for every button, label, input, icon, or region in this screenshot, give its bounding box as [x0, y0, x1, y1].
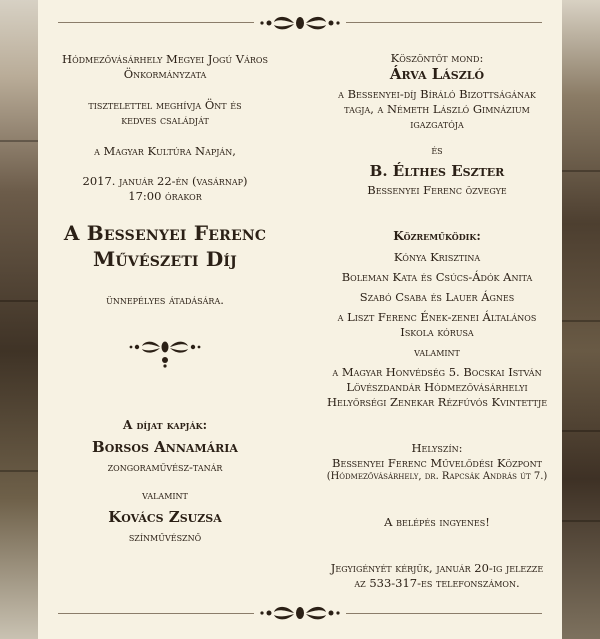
performer-3: Szabó Csaba és Lauer Ágnes	[359, 290, 515, 304]
right-column	[316, 0, 558, 639]
venue-address: (Hódmezővásárhely, dr. Rapcsák András út 7.)	[326, 471, 548, 482]
ceremony-text: ünnepélyes átadására.	[106, 293, 224, 307]
rsvp-line-1: Jegyigényét kérjük, január 20-ig jelezze	[330, 561, 544, 575]
performer-4-line-2: Iskola kórusa	[400, 325, 474, 339]
performer-4-line-1: a Liszt Ferenc Ének-zenei Általános	[337, 310, 537, 324]
performer-5-line-1: a Magyar Honvédség 5. Bocskai István	[332, 365, 542, 379]
city-line-2: Önkormányzata	[123, 67, 207, 81]
performer-5-line-3: Helyőrségi Zenekar Rézfúvós Kvintettje	[326, 395, 548, 409]
recipient-1-name: Borsos Annamária	[92, 438, 238, 456]
award-title-line-1: A Bessenyei Ferenc	[63, 221, 267, 245]
city-line-1: Hódmezővásárhely Megyei Jogú Város	[62, 52, 268, 66]
speaker-2-desc: Bessenyei Ferenc özvegye	[367, 183, 507, 197]
middle-ornament-icon	[50, 336, 280, 368]
recipients-heading: A díjat kapják:	[122, 418, 208, 432]
performer-2: Boleman Kata és Csúcs-Ádók Anita	[341, 270, 533, 284]
free-entry: A belépés ingyenes!	[384, 515, 490, 529]
recipient-2-role: színművésznő	[128, 530, 202, 544]
performer-1: Kónya Krisztina	[393, 250, 481, 264]
event-time: 17:00 órakor	[128, 189, 202, 203]
and-connector: és	[431, 143, 443, 157]
invite-line-1: tisztelettel meghívja Önt és	[88, 98, 242, 112]
background-photo-left	[0, 0, 38, 639]
background-photo-right	[562, 0, 600, 639]
and-text: valamint	[142, 488, 188, 502]
venue-name: Bessenyei Ferenc Művelődési Központ	[332, 456, 542, 470]
event-date: 2017. január 22-én (vasárnap)	[82, 174, 248, 188]
performer-5-line-2: Lövészdandár Hódmezővásárhelyi	[346, 380, 528, 394]
event-day: a Magyar Kultúra Napján,	[94, 144, 236, 158]
rsvp-line-2: az 533-317-es telefonszámon.	[354, 576, 520, 590]
recipient-2-name: Kovács Zsuzsa	[108, 508, 222, 526]
speaker-1-name: Árva László	[389, 65, 485, 83]
left-column	[50, 0, 280, 639]
invite-line-2: kedves családját	[121, 113, 209, 127]
greeting-label: Köszöntőt mond:	[390, 51, 484, 65]
venue-label: Helyszín:	[411, 441, 463, 455]
performers-heading: Közreműködik:	[393, 229, 481, 243]
recipient-1-role: zongoraművész-tanár	[107, 460, 223, 474]
speaker-1-desc-2: tagja, a Németh László Gimnázium	[344, 102, 530, 116]
speaker-1-desc-3: igazgatója	[410, 117, 464, 131]
speaker-1-desc-1: a Bessenyei-díj Bíráló Bizottságának	[338, 87, 536, 101]
award-title-line-2: Művészeti Díj	[93, 247, 237, 271]
and-connector-2: valamint	[414, 345, 460, 359]
speaker-2-name: B. Élthes Eszter	[369, 162, 505, 180]
